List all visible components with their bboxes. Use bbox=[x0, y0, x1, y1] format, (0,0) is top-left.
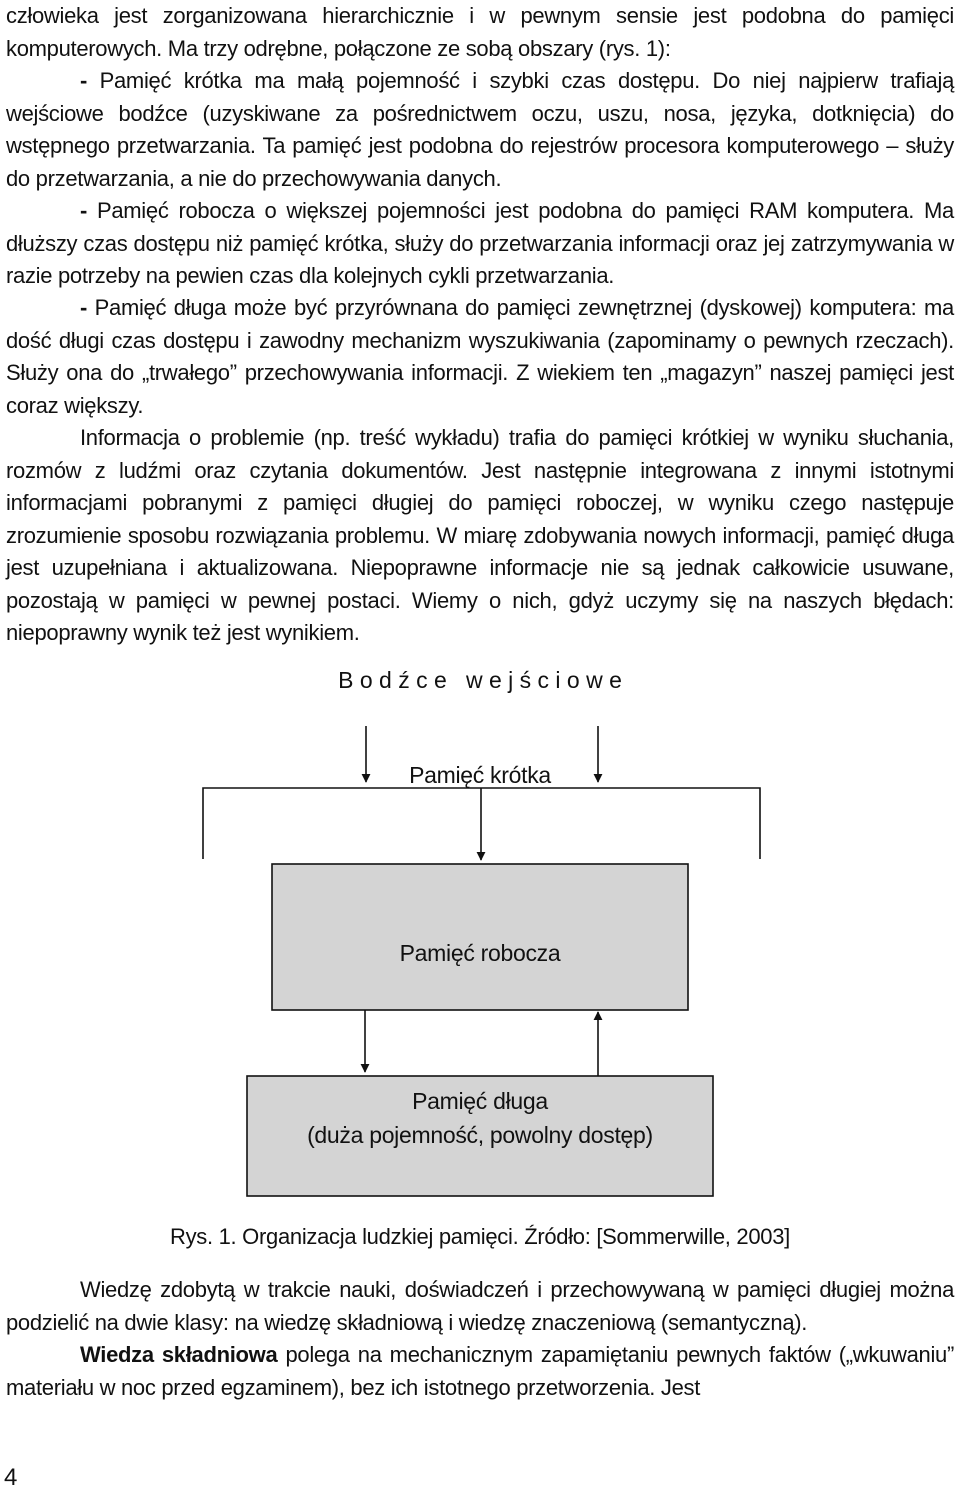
long-memory-label: Pamięć długa bbox=[412, 1088, 548, 1114]
syntax-term: Wiedza składniowa bbox=[80, 1342, 278, 1367]
page-number: 4 bbox=[4, 1464, 18, 1491]
list-dash: - bbox=[80, 198, 88, 223]
list-dash: - bbox=[80, 295, 88, 320]
working-memory-text: Pamięć robocza o większej pojemności jest podobna do pamięci RAM komputera. Ma dłuższy czas dostępu niż pamięć krótka, służy do przetwarzania informacji oraz jej zatrzymywania w razie potrzeby na pewien czas dla kolejnych cykli przetwarzania. bbox=[6, 198, 954, 288]
long-memory-item bbox=[6, 292, 954, 422]
list-dash: - bbox=[80, 68, 88, 93]
knowledge-paragraph: Wiedzę zdobytą w trakcie nauki, doświadczeń i przechowywaną w pamięci długiej można podzielić na dwie klasy: na wiedzę składniową i wiedzę znaczeniową (semantyczną). bbox=[6, 1277, 954, 1335]
input-stimuli-label: B o d ź c e w e j ś c i o w e bbox=[338, 667, 622, 693]
working-memory-item bbox=[6, 195, 954, 293]
figure-caption: Rys. 1. Organizacja ludzkiej pamięci. Źródło: [Sommerwille, 2003] bbox=[170, 1224, 790, 1249]
info-paragraph: Informacja o problemie (np. treść wykładu) trafia do pamięci krótkiej w wyniku słuchania, rozmów z ludźmi oraz czytania dokumentów. Jest następnie integrowana z innymi istotnymi informacjami pobranymi z pamięci długiej do pamięci roboczej, w wyniku czego następuje zrozumienie sposobu rozwiązania problemu. W miarę zdobywania nowych informacji, pamięć długa jest uzupełniana i aktualizowana. Niepoprawne informacje nie są jednak całkowicie usuwane, pozostają w pamięci w pewnej postaci. Wiemy o nich, gdyż uczymy się na naszych błędach: niepoprawny wynik też jest wynikiem. bbox=[6, 425, 954, 645]
working-memory-box bbox=[272, 864, 688, 1010]
syntax-text: polega na mechanicznym zapamiętaniu pewnych faktów („wkuwaniu” materiału w noc przed egzaminem), bez ich istotnego przetworzenia. Jest bbox=[6, 1342, 955, 1400]
intro-paragraph: człowieka jest zorganizowana hierarchicznie i w pewnym sensie jest podobna do pamięci komputerowych. Ma trzy odrębne, połączone ze sobą obszary (rys. 1): bbox=[6, 3, 954, 61]
short-memory-item bbox=[6, 65, 954, 195]
short-memory-text: Pamięć krótka ma małą pojemność i szybki czas dostępu. Do niej najpierw trafiają wejściowe bodźce (uzyskiwane za pośrednictwem oczu, uszu, nosa, języka, dotknięcia) do wstępnego przetwarzania. Ta pamięć jest podobna do rejestrów procesora komputerowego – służy do przetwarzania, a nie do przechowywania danych. bbox=[6, 68, 954, 191]
working-memory-label: Pamięć robocza bbox=[399, 940, 561, 966]
syntax-paragraph bbox=[6, 1339, 954, 1404]
memory-diagram bbox=[0, 650, 960, 1210]
long-memory-sublabel: (duża pojemność, powolny dostęp) bbox=[307, 1122, 653, 1148]
long-memory-text: Pamięć długa może być przyrównana do pamięci zewnętrznej (dyskowej) komputera: ma dość długi czas dostępu i zawodny mechanizm wyszukiwania (zapominamy o pewnych rzeczach). Służy ona do „trwałego” przechowywania informacji. Z wiekiem ten „magazyn” naszej pamięci jest coraz większy. bbox=[6, 295, 954, 418]
short-memory-label: Pamięć krótka bbox=[409, 762, 551, 788]
